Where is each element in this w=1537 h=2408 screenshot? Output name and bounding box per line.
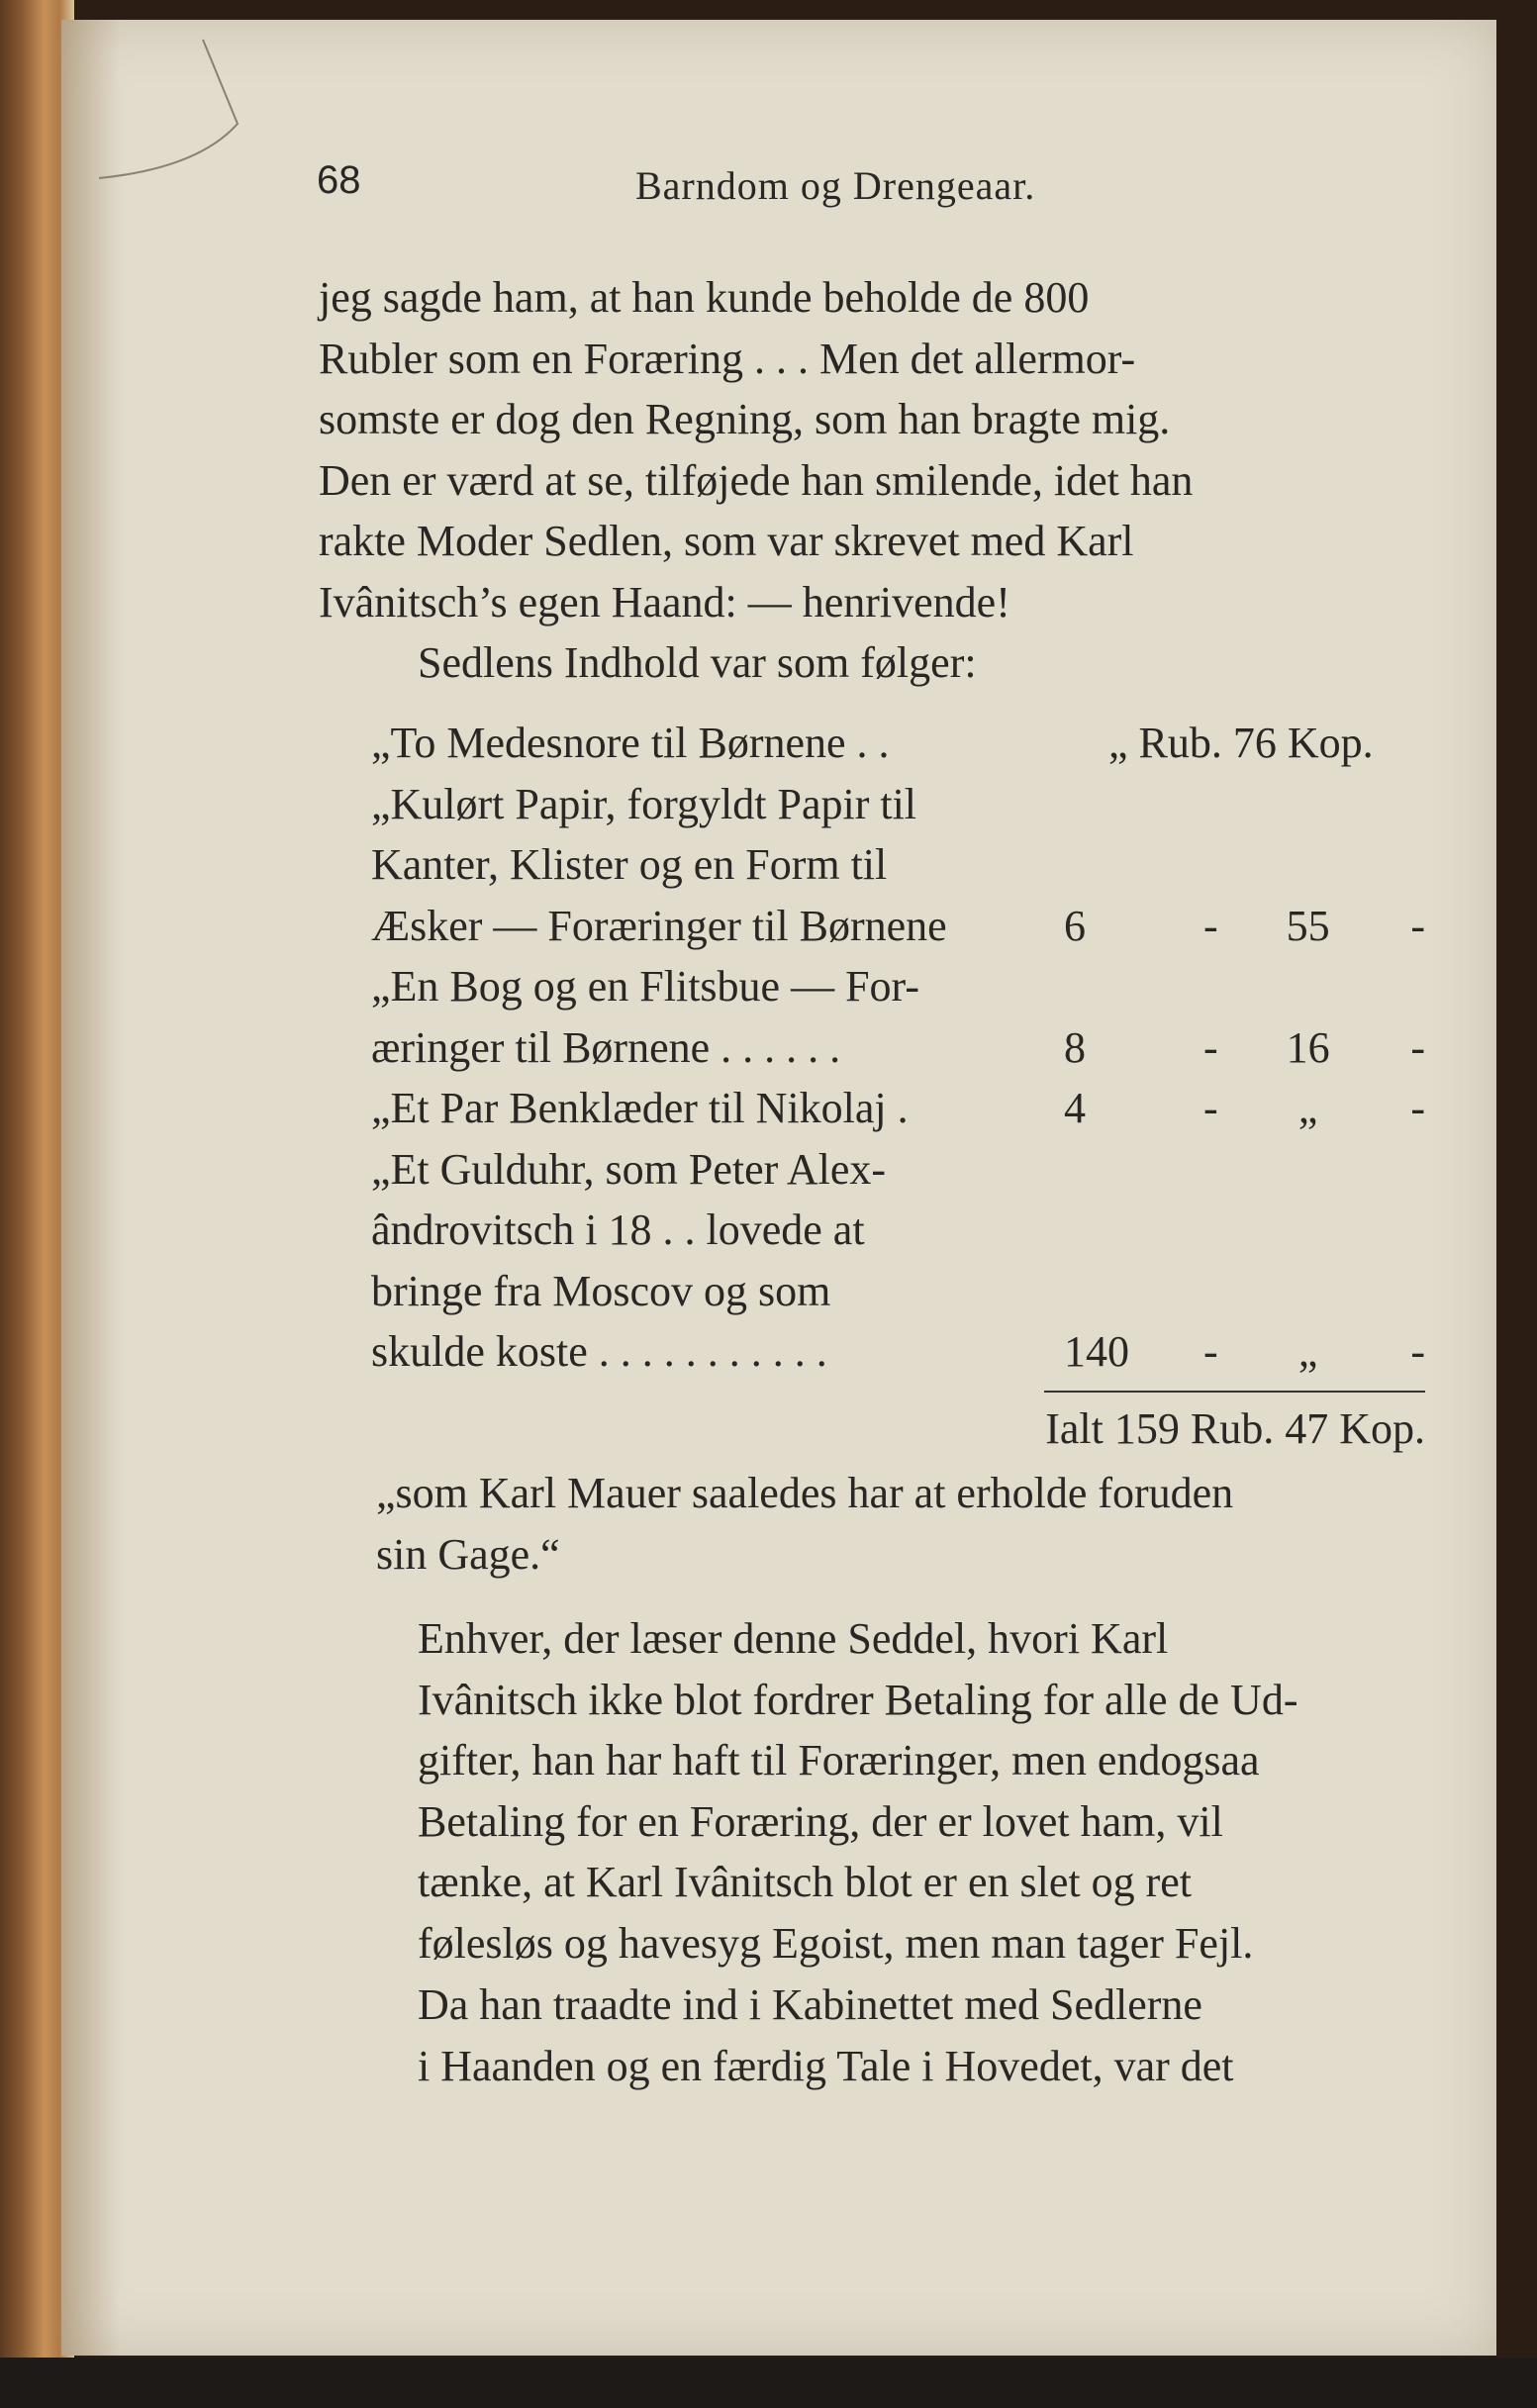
text-line: sin Gage.“ [376,1529,560,1579]
folded-corner-mark [79,30,257,188]
text-line: Da han traadte ind i Kabinettet med Sedlerne [418,1980,1202,2029]
page-title: Barndom og Drengeaar. [635,163,1036,208]
kopeks: „ [1297,1327,1318,1376]
paragraph-two [319,1608,1417,1974]
text-line: Den er værd at se, tilføjede han smilende, idet han [319,455,1194,505]
text-line: Betaling for en Foræring, der er lovet ham, vil [418,1796,1223,1846]
separator: - [1410,1327,1425,1376]
text-line: ândrovitsch i 18 . . lovede at [371,1205,865,1254]
ledger-description [371,956,1044,1078]
scan-background [0,2358,1537,2408]
text-line: „Et Gulduhr, som Peter Alex- [371,1144,887,1194]
running-head [317,158,1425,208]
ledger-amount [1064,1078,1425,1139]
separator: - [1203,901,1218,950]
text-line: rakte Moder Sedlen, som var skrevet med Karl [319,517,1134,565]
kopeks: „ [1297,1084,1318,1132]
ledger-description [371,774,1044,957]
text-line: Æsker — Foræringer til Børnene [371,901,947,950]
text-line: „Et Par Benklæder til Nikolaj . [371,1084,909,1132]
text-line: „En Bog og en Flitsbue — For- [371,962,919,1011]
text-line: gifter, han har haft til Foræringer, men endogsaa [418,1736,1260,1784]
text-line: i Haanden og en færdig Tale i Hovedet, var det [418,2041,1234,2090]
paragraph-three [319,1975,1417,2096]
ledger-row [371,713,1425,774]
text-line: tænke, at Karl Ivânitsch blot er en slet og ret [418,1858,1192,1906]
separator: - [1410,901,1425,950]
text-line: „Kulørt Papir, forgyldt Papir til [371,779,917,828]
ledger-row [371,774,1425,957]
total-rule [1044,1391,1425,1393]
separator: - [1203,1327,1218,1376]
text-line: Ivânitsch’s egen Haand: — henrivende! [319,577,1010,626]
text-line: æringer til Børnene . . . . . . [371,1022,841,1072]
ledger-amount [1064,896,1425,957]
text-line: skulde koste . . . . . . . . . . . [371,1327,827,1376]
rubles: 140 [1064,1327,1129,1376]
text-line: Kanter, Klister og en Form til [371,840,888,889]
separator: - [1203,1022,1218,1072]
rubles: 8 [1064,1022,1086,1072]
ledger-row [371,1139,1425,1383]
ledger-row [371,956,1425,1078]
intro-paragraph [319,267,1417,632]
page-number: 68 [317,158,361,202]
ledger-description: „To Medesnore til Børnene . . [371,719,890,767]
separator: - [1410,1084,1425,1132]
ledger [371,713,1425,1383]
text-line: „som Karl Mauer saaledes har at erholde foruden [376,1469,1234,1517]
ledger-description [371,1078,1044,1139]
text-line: bringe fra Moscov og som [371,1266,831,1315]
ledger-amount [1064,1321,1425,1383]
closing-quote [376,1463,1425,1585]
ledger-description [371,1139,1044,1383]
kopeks: 55 [1286,901,1330,950]
rubles: 4 [1064,1084,1086,1132]
text-line: somste er dog den Regning, som han bragte mig. [319,395,1171,443]
text-line: Sedlens Indhold var som følger: [418,638,977,687]
ledger-total: Ialt 159 Rub. 47 Kop. [1045,1404,1425,1453]
separator: - [1203,1084,1218,1132]
text-line: Rubler som en Foræring . . . Men det allermor- [319,334,1136,383]
ledger-amount: „ Rub. 76 Kop. [1108,719,1374,767]
kopeks: 16 [1286,1022,1330,1072]
text-line: følesløs og havesyg Egoist, men man tager Fejl. [418,1918,1254,1968]
separator: - [1410,1022,1425,1072]
page-gutter-shade [61,20,121,2356]
ledger-amount [1064,1017,1425,1079]
ledger-row [371,1078,1425,1139]
lead-in [319,632,1417,694]
text-line: jeg sagde ham, at han kunde beholde de 800 [319,273,1090,322]
rubles: 6 [1064,901,1086,950]
text-line: Enhver, der læser denne Seddel, hvori Karl [418,1614,1169,1663]
text-line: Ivânitsch ikke blot fordrer Betaling for alle de Ud- [418,1675,1298,1724]
